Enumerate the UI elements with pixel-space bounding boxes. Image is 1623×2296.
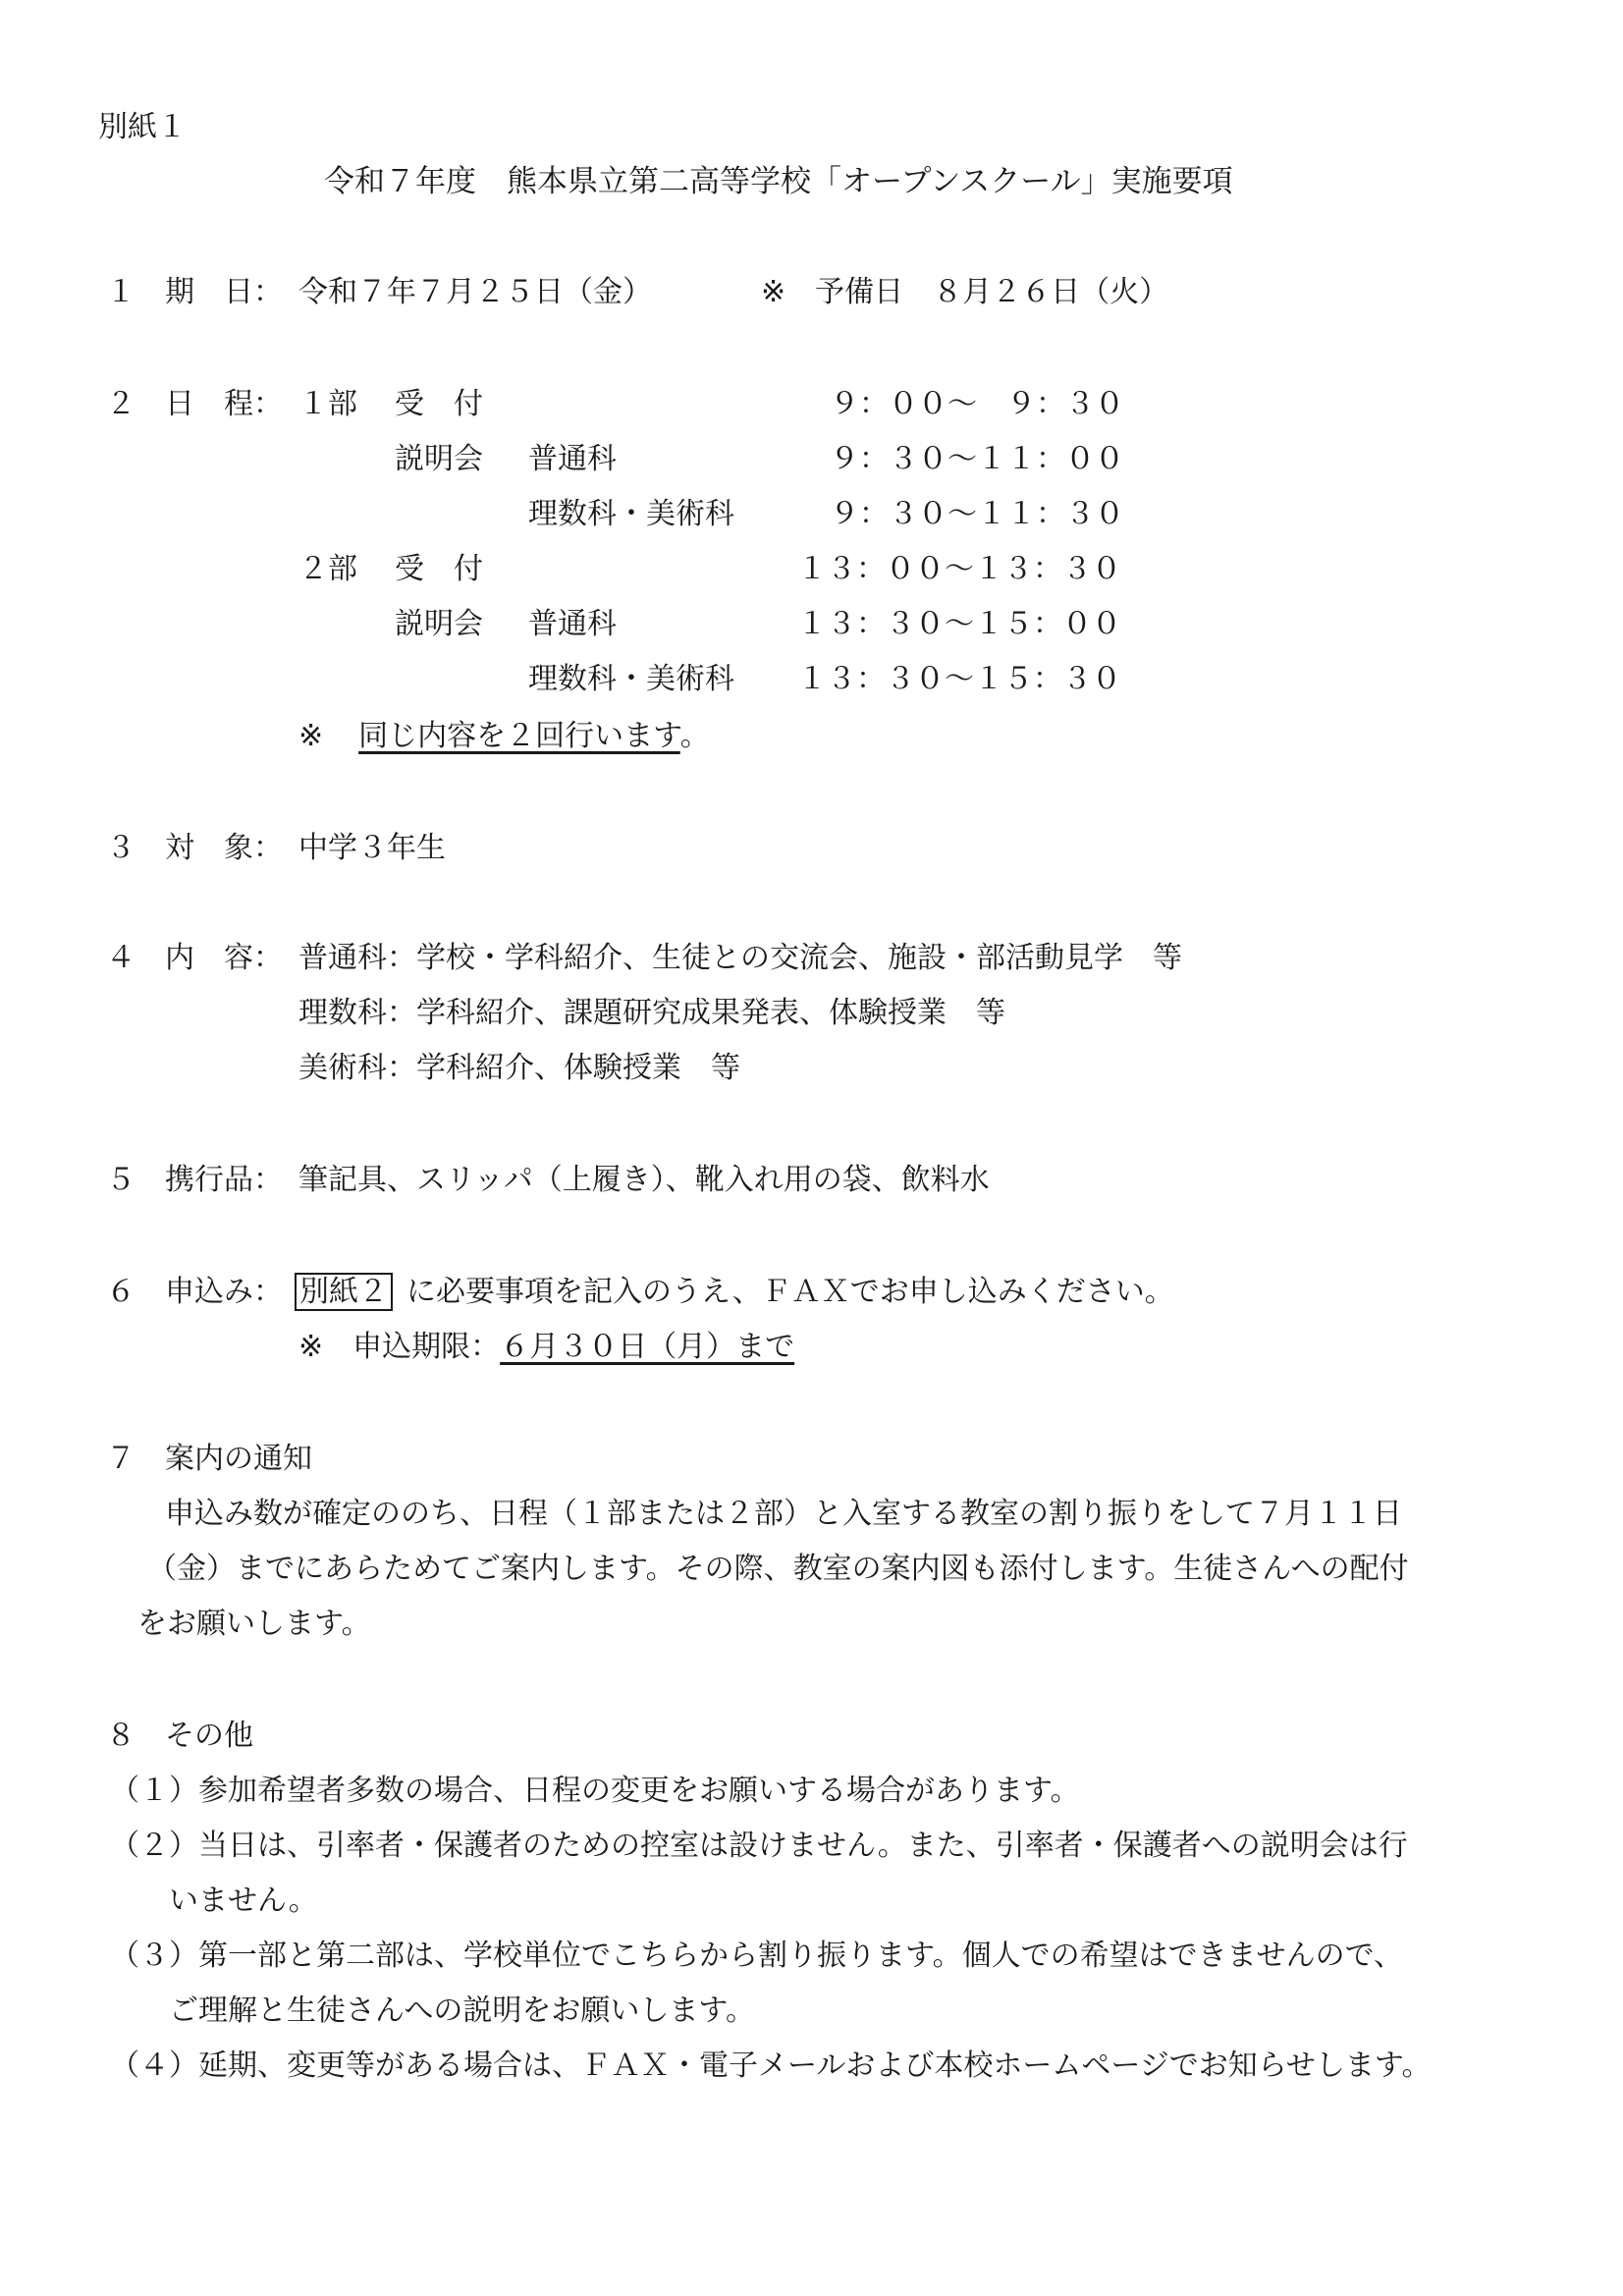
attachment-2-box: 別紙２: [295, 1273, 393, 1311]
notice-line-2: （金）までにあらためてご案内します。その際、教室の案内図も添付します。生徒さんへの配付: [147, 1552, 1409, 1586]
schedule-note-mark: ※: [298, 719, 324, 753]
schedule-row-4-time: １３：００～１３：３０: [797, 552, 1121, 586]
event-date: 令和７年７月２５日（金）: [298, 275, 652, 309]
section-1-number: １: [106, 275, 135, 309]
schedule-row-6-course: 理数科・美術科: [528, 662, 734, 696]
other-item-4: （４）延期、変更等がある場合は、ＦＡＸ・電子メールおよび本校ホームページでお知らせします。: [110, 2049, 1432, 2083]
section-6-number: ６: [106, 1275, 135, 1309]
section-4-number: ４: [106, 941, 135, 975]
schedule-row-5-course: 普通科: [528, 607, 617, 641]
schedule-row-5-time: １３：３０～１５：００: [797, 607, 1121, 641]
section-7-number: ７: [106, 1442, 135, 1476]
section-5-number: ５: [106, 1163, 135, 1197]
notice-line-1: 申込み数が確定ののち、日程（１部または２部）と入室する教室の割り振りをして７月１１日: [165, 1497, 1402, 1531]
section-8-number: ８: [106, 1719, 135, 1753]
schedule-row-3-time: ９：３０～１１：３０: [830, 497, 1124, 531]
schedule-row-2-item: 説明会: [395, 442, 483, 476]
part-1-label: １部: [298, 387, 357, 421]
notice-line-3: をお願いします。: [137, 1607, 371, 1641]
schedule-row-1-item: 受 付: [395, 387, 483, 421]
attachment-label: 別紙１: [98, 110, 187, 144]
schedule-note: [298, 717, 710, 756]
content-science: 理数科：学科紹介、課題研究成果発表、体験授業 等: [298, 996, 1005, 1030]
section-2-number: ２: [106, 387, 135, 421]
application-instruction: に必要事項を記入のうえ、ＦＡＸでお申し込みください。: [406, 1275, 1174, 1309]
deadline-date: ６月３０日（月）まで: [500, 1330, 795, 1364]
section-8-heading: その他: [165, 1719, 253, 1753]
application-line: [295, 1273, 1174, 1312]
deadline-label: ※ 申込期限：: [298, 1330, 501, 1364]
schedule-row-3-course: 理数科・美術科: [528, 497, 734, 531]
other-item-1: （１）参加希望者多数の場合、日程の変更をお願いする場合があります。: [110, 1774, 1080, 1808]
document-title: 令和７年度 熊本県立第二高等学校「オープンスクール」実施要項: [324, 164, 1233, 199]
section-7-heading: 案内の通知: [165, 1442, 312, 1476]
other-item-3-cont: ご理解と生徒さんへの説明をお願いします。: [110, 1994, 755, 2028]
other-item-2-cont: いません。: [110, 1884, 318, 1918]
other-item-2: （２）当日は、引率者・保護者のための控室は設けません。また、引率者・保護者への説明会は行: [110, 1829, 1408, 1863]
section-3-number: ３: [106, 831, 135, 865]
schedule-row-5-item: 説明会: [395, 607, 483, 641]
items-to-bring: 筆記具、スリッパ（上履き）、靴入れ用の袋、飲料水: [298, 1163, 990, 1197]
section-3-label: 対 象：: [165, 831, 283, 865]
schedule-note-text: 同じ内容を２回行います: [358, 719, 680, 753]
schedule-row-4-item: 受 付: [395, 552, 483, 586]
schedule-row-2-course: 普通科: [528, 442, 617, 476]
content-general: 普通科：学校・学科紹介、生徒との交流会、施設・部活動見学 等: [298, 941, 1182, 975]
content-art: 美術科：学科紹介、体験授業 等: [298, 1051, 740, 1085]
section-1-label: 期 日：: [165, 275, 283, 309]
target-audience: 中学３年生: [298, 831, 446, 865]
schedule-row-2-time: ９：３０～１１：００: [830, 442, 1124, 476]
deadline-line: [298, 1328, 794, 1367]
other-item-3: （３）第一部と第二部は、学校単位でこちらから割り振ります。個人での希望はできませんので、: [110, 1939, 1403, 1973]
section-4-label: 内 容：: [165, 941, 283, 975]
part-2-label: ２部: [298, 552, 357, 586]
reserve-date: ※ 予備日 ８月２６日（火）: [761, 275, 1169, 309]
section-5-label: 携行品：: [165, 1163, 283, 1197]
section-6-label: 申込み：: [165, 1275, 283, 1309]
schedule-row-1-time: ９：００～ ９：３０: [830, 387, 1124, 421]
section-2-label: 日 程：: [165, 387, 283, 421]
schedule-row-6-time: １３：３０～１５：３０: [797, 662, 1121, 696]
schedule-note-end: 。: [679, 719, 710, 753]
